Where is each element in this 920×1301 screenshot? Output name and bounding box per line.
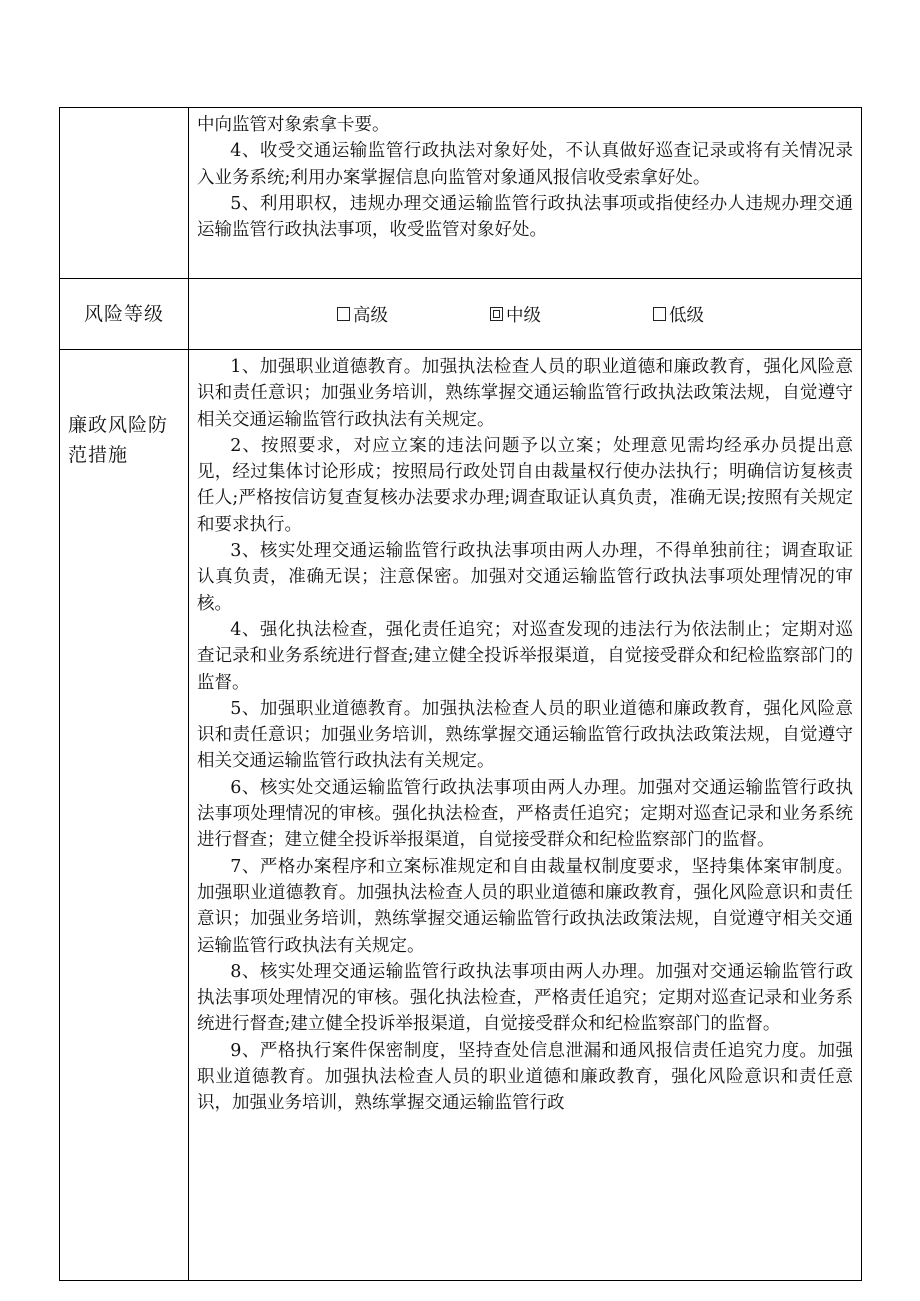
measure-item: 7、严格办案程序和立案标准规定和自由裁量权制度要求，坚持集体案审制度。加强职业道德教育。加强执法检查人员的职业道德和廉政教育，强化风险意识和责任意识；加强业务培训，熟练掌握交通运输监管行政执法政策法规，自觉遵守相关交通运输监管行政执法有关规定。 — [197, 856, 853, 956]
risk-table — [59, 107, 862, 1281]
measure-item: 8、核实处理交通运输监管行政执法事项由两人办理。加强对交通运输监管行政执法事项处理情况的审核。强化执法检查，严格责任追究；定期对巡查记录和业务系统进行督查;建立健全投诉举报渠道，自觉接受群众和纪检监察部门的监督。 — [197, 961, 853, 1035]
empty-label-cell — [60, 108, 189, 279]
risk-level-options-cell — [189, 279, 862, 350]
measure-item: 4、强化执法检查，强化责任追究；对巡查发现的违法行为依法制止；定期对巡查记录和业务系统进行督查;建立健全投诉举报渠道，自觉接受群众和纪检监察部门的监督。 — [197, 619, 853, 693]
measure-item: 9、严格执行案件保密制度，坚持查处信息泄漏和通风报信责任追究力度。加强职业道德教育。加强执法检查人员的职业道德和廉政教育，强化风险意识和责任意识，加强业务培训，熟练掌握交通运输监管行政 — [197, 1040, 853, 1114]
measures-label: 廉政风险防范措施 — [60, 350, 189, 1281]
measure-item: 5、加强职业道德教育。加强执法检查人员的职业道德和廉政教育，强化风险意识和责任意识；加强业务培训，熟练掌握交通运输监管行政执法政策法规，自觉遵守相关交通运输监管行政执法有关规定。 — [197, 698, 853, 772]
measure-item: 2、按照要求，对应立案的违法问题予以立案；处理意见需均经承办员提出意见，经过集体讨论形成；按照局行政处罚自由裁量权行使办法执行；明确信访复核责任人;严格按信访复查复核办法要求办理;调查取证认真负责，准确无误;按照有关规定和要求执行。 — [197, 435, 853, 535]
risk-item: 4、收受交通运输监管行政执法对象好处，不认真做好巡查记录或将有关情况录入业务系统;利用办案掌握信息向监管对象通风报信收受索拿好处。 — [197, 141, 853, 188]
measures-row — [60, 350, 862, 1281]
checkbox-medium-checked[interactable] — [490, 307, 503, 321]
level-option-high[interactable] — [337, 302, 388, 327]
measure-item: 3、核实处理交通运输监管行政执法事项由两人办理，不得单独前往；调查取证认真负责，准确无误；注意保密。加强对交通运输监管行政执法事项处理情况的审核。 — [197, 541, 853, 614]
level-option-medium[interactable] — [490, 302, 541, 327]
checkbox-high[interactable] — [337, 307, 350, 321]
risk-level-label: 风险等级 — [60, 279, 189, 350]
measure-item: 1、加强职业道德教育。加强执法检查人员的职业道德和廉政教育，强化风险意识和责任意识；加强业务培训，熟练掌握交通运输监管行政执法政策法规，自觉遵守相关交通运输监管行政执法有关规定。 — [197, 357, 853, 430]
checkbox-low[interactable] — [653, 307, 666, 321]
risk-description-continuation: 中向监管对象索拿卡要。 — [197, 115, 390, 135]
risk-level-row — [60, 279, 862, 350]
measure-item: 6、核实处交通运输监管行政执法事项由两人办理。加强对交通运输监管行政执法事项处理情况的审核。强化执法检查，严格责任追究；定期对巡查记录和业务系统进行督查；建立健全投诉举报渠道，自觉接受群众和纪检监察部门的监督。 — [197, 777, 853, 851]
level-option-label: 低级 — [669, 305, 704, 326]
risk-description-cell — [189, 108, 862, 279]
measures-cell — [189, 350, 862, 1281]
risk-description-row — [60, 108, 862, 279]
level-option-label: 中级 — [506, 305, 541, 326]
level-option-label: 高级 — [353, 305, 388, 326]
risk-item: 5、利用职权，违规办理交通运输监管行政执法事项或指使经办人违规办理交通运输监管行政执法事项，收受监管对象好处。 — [197, 193, 853, 241]
level-option-low[interactable] — [653, 302, 704, 327]
